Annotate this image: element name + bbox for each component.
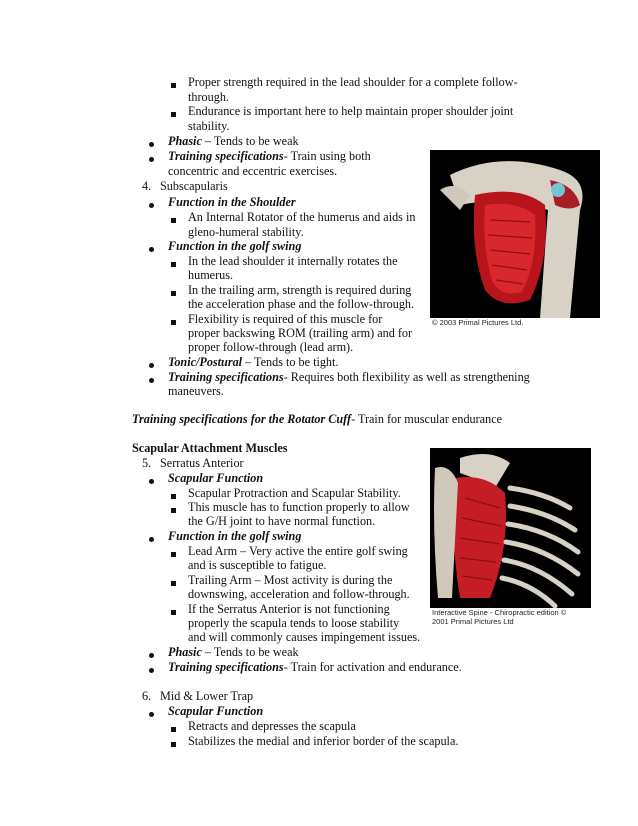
- square-bullet-icon: [171, 727, 176, 732]
- round-bullet-icon: [149, 203, 154, 208]
- bullet-text: Retracts and depresses the scapula: [188, 719, 356, 733]
- round-bullet-icon: [149, 142, 154, 147]
- training-line: [168, 370, 530, 385]
- subheading: Function in the golf swing: [168, 239, 302, 253]
- round-bullet-icon: [149, 479, 154, 484]
- bullet-text: In the lead shoulder it internally rotates the: [188, 254, 398, 268]
- shoulder-muscle-illustration: [430, 150, 600, 318]
- subscapularis-anatomy-image: [430, 150, 600, 318]
- square-bullet-icon: [171, 83, 176, 88]
- bullet-text: the G/H joint to have normal function.: [188, 514, 376, 528]
- square-bullet-icon: [171, 610, 176, 615]
- bullet-text: Stabilizes the medial and inferior border of the scapula.: [188, 734, 459, 748]
- section-title: Mid & Lower Trap: [160, 689, 254, 703]
- round-bullet-icon: [149, 247, 154, 252]
- bullet-text: Endurance is important here to help maintain proper shoulder joint: [188, 104, 514, 118]
- bullet-text: Lead Arm – Very active the entire golf swing: [188, 544, 408, 558]
- phasic-line: [168, 134, 299, 149]
- phasic-text: – Tends to be weak: [201, 134, 299, 148]
- square-bullet-icon: [171, 112, 176, 117]
- bullet-text: through.: [188, 90, 229, 104]
- ribcage-muscle-illustration: [430, 448, 591, 608]
- square-bullet-icon: [171, 218, 176, 223]
- section-heading: Scapular Attachment Muscles: [132, 441, 288, 455]
- rotator-line: [132, 412, 502, 427]
- training-text: - Train using both: [283, 149, 371, 163]
- section-title: Serratus Anterior: [160, 456, 244, 470]
- bullet-text: and will commonly causes impingement issues.: [188, 630, 421, 644]
- round-bullet-icon: [149, 668, 154, 673]
- list-number: 6.: [142, 689, 152, 703]
- bullet-text: gleno-humeral stability.: [188, 225, 304, 239]
- training-text: - Requires both flexibility as well as strengthening: [283, 370, 530, 384]
- subheading: Scapular Function: [168, 704, 264, 718]
- bullet-text: If the Serratus Anterior is not functioning: [188, 602, 390, 616]
- bullet-text: Flexibility is required of this muscle for: [188, 312, 383, 326]
- square-bullet-icon: [171, 320, 176, 325]
- phasic-text: – Tends to be weak: [201, 645, 299, 659]
- training-label: Training specifications: [168, 660, 284, 674]
- bullet-text: properly the scapula tends to loose stability: [188, 616, 400, 630]
- figure-caption: © 2003 Primal Pictures Ltd.: [432, 318, 524, 327]
- bullet-text: Proper strength required in the lead shoulder for a complete follow-: [188, 75, 518, 89]
- rotator-text: - Train for muscular endurance: [351, 412, 503, 426]
- training-line: [168, 149, 371, 164]
- bullet-text: Scapular Protraction and Scapular Stability.: [188, 486, 401, 500]
- serratus-anterior-anatomy-image: [430, 448, 591, 608]
- bullet-text: In the trailing arm, strength is required during: [188, 283, 412, 297]
- round-bullet-icon: [149, 537, 154, 542]
- bullet-text: This muscle has to function properly to allow: [188, 500, 410, 514]
- square-bullet-icon: [171, 494, 176, 499]
- training-text: - Train for activation and endurance.: [283, 660, 462, 674]
- round-bullet-icon: [149, 653, 154, 658]
- round-bullet-icon: [149, 712, 154, 717]
- training-text: maneuvers.: [168, 384, 224, 398]
- square-bullet-icon: [171, 262, 176, 267]
- phasic-label: Phasic: [168, 645, 202, 659]
- list-number: 4.: [142, 179, 152, 193]
- round-bullet-icon: [149, 363, 154, 368]
- square-bullet-icon: [171, 742, 176, 747]
- training-label: Training specifications: [168, 149, 284, 163]
- training-line: [168, 660, 462, 675]
- square-bullet-icon: [171, 552, 176, 557]
- round-bullet-icon: [149, 378, 154, 383]
- bullet-text: stability.: [188, 119, 230, 133]
- phasic-label: Phasic: [168, 134, 202, 148]
- bullet-text: proper backswing ROM (trailing arm) and for: [188, 326, 413, 340]
- bullet-text: Trailing Arm – Most activity is during the: [188, 573, 393, 587]
- bullet-text: the acceleration phase and the follow-through.: [188, 297, 415, 311]
- square-bullet-icon: [171, 291, 176, 296]
- bullet-text: downswing, acceleration and follow-through.: [188, 587, 410, 601]
- subheading: Scapular Function: [168, 471, 264, 485]
- section-title: Subscapularis: [160, 179, 228, 193]
- square-bullet-icon: [171, 581, 176, 586]
- tonic-text: – Tends to be tight.: [242, 355, 339, 369]
- rotator-label: Training specifications for the Rotator Cuff: [132, 412, 352, 426]
- figure-caption: Interactive Spine - Chiropractic edition ©: [432, 608, 567, 617]
- list-number: 5.: [142, 456, 152, 470]
- bullet-text: humerus.: [188, 268, 234, 282]
- bullet-text: An Internal Rotator of the humerus and aids in: [188, 210, 416, 224]
- square-bullet-icon: [171, 508, 176, 513]
- training-label: Training specifications: [168, 370, 284, 384]
- subheading: Function in the Shoulder: [168, 195, 296, 209]
- phasic-line: [168, 645, 299, 660]
- subheading: Function in the golf swing: [168, 529, 302, 543]
- bullet-text: and is susceptible to fatigue.: [188, 558, 327, 572]
- figure-caption: 2001 Primal Pictures Ltd: [432, 617, 514, 626]
- round-bullet-icon: [149, 157, 154, 162]
- training-text: concentric and eccentric exercises.: [168, 164, 338, 178]
- tonic-line: [168, 355, 338, 370]
- bullet-text: proper follow-through (lead arm).: [188, 340, 354, 354]
- tonic-label: Tonic/Postural: [168, 355, 243, 369]
